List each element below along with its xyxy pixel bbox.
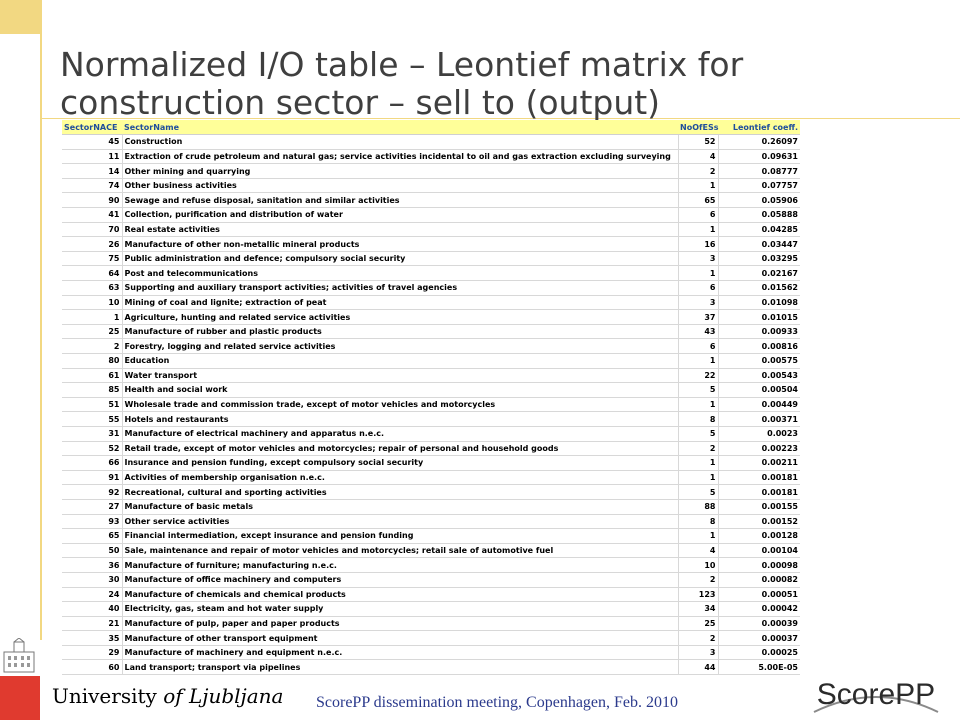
cell-sector-nace: 51 (62, 397, 122, 412)
cell-sector-name: Other business activities (122, 178, 678, 193)
table-row (62, 368, 800, 383)
table-row (62, 281, 800, 296)
cell-leontief-coeff: 0.00449 (718, 397, 800, 412)
cell-sector-nace: 90 (62, 193, 122, 208)
cell-leontief-coeff: 0.07757 (718, 178, 800, 193)
cell-sector-name: Manufacture of chemicals and chemical products (122, 587, 678, 602)
cell-no-of-ess: 123 (678, 587, 718, 602)
cell-no-of-ess: 3 (678, 645, 718, 660)
cell-leontief-coeff: 0.02167 (718, 266, 800, 281)
cell-sector-nace: 64 (62, 266, 122, 281)
cell-sector-nace: 80 (62, 354, 122, 369)
table-row (62, 441, 800, 456)
cell-no-of-ess: 37 (678, 310, 718, 325)
corner-accent (0, 0, 40, 34)
cell-sector-name: Forestry, logging and related service activities (122, 339, 678, 354)
cell-no-of-ess: 65 (678, 193, 718, 208)
leontief-table (62, 120, 800, 675)
cell-leontief-coeff: 0.00211 (718, 456, 800, 471)
table-row (62, 310, 800, 325)
cell-sector-name: Electricity, gas, steam and hot water supply (122, 602, 678, 617)
cell-leontief-coeff: 0.00543 (718, 368, 800, 383)
cell-sector-name: Health and social work (122, 383, 678, 398)
cell-sector-name: Other mining and quarrying (122, 164, 678, 179)
cell-leontief-coeff: 0.01562 (718, 281, 800, 296)
table-row (62, 237, 800, 252)
table-row (62, 266, 800, 281)
cell-no-of-ess: 3 (678, 251, 718, 266)
cell-no-of-ess: 1 (678, 529, 718, 544)
cell-leontief-coeff: 0.05906 (718, 193, 800, 208)
cell-no-of-ess: 8 (678, 412, 718, 427)
cell-sector-nace: 91 (62, 470, 122, 485)
cell-no-of-ess: 6 (678, 339, 718, 354)
cell-sector-name: Recreational, cultural and sporting activities (122, 485, 678, 500)
table-header-row (62, 120, 800, 135)
table-row (62, 135, 800, 150)
cell-sector-nace: 21 (62, 616, 122, 631)
cell-leontief-coeff: 0.00504 (718, 383, 800, 398)
cell-sector-nace: 36 (62, 558, 122, 573)
cell-sector-nace: 11 (62, 149, 122, 164)
cell-sector-name: Public administration and defence; compulsory social security (122, 251, 678, 266)
cell-no-of-ess: 3 (678, 295, 718, 310)
header-sector-name: SectorName (122, 120, 678, 135)
cell-sector-nace: 30 (62, 572, 122, 587)
cell-sector-name: Land transport; transport via pipelines (122, 660, 678, 675)
table-row (62, 383, 800, 398)
cell-no-of-ess: 44 (678, 660, 718, 675)
cell-sector-name: Sewage and refuse disposal, sanitation and similar activities (122, 193, 678, 208)
table-row (62, 558, 800, 573)
table-row (62, 485, 800, 500)
table-row (62, 470, 800, 485)
university-name-italic: of Ljubljana (163, 684, 284, 708)
table-row (62, 631, 800, 646)
cell-sector-nace: 1 (62, 310, 122, 325)
cell-sector-name: Manufacture of furniture; manufacturing n.e.c. (122, 558, 678, 573)
cell-leontief-coeff: 0.00933 (718, 324, 800, 339)
scorepp-logo (806, 672, 946, 718)
cell-sector-name: Real estate activities (122, 222, 678, 237)
table-row (62, 514, 800, 529)
cell-sector-nace: 63 (62, 281, 122, 296)
cell-sector-name: Manufacture of machinery and equipment n.e.c. (122, 645, 678, 660)
cell-sector-nace: 70 (62, 222, 122, 237)
slide-title: Normalized I/O table – Leontief matrix for construction sector – sell to (output) (60, 46, 744, 120)
university-logo-block (0, 676, 40, 720)
cell-sector-nace: 61 (62, 368, 122, 383)
cell-sector-name: Other service activities (122, 514, 678, 529)
cell-sector-nace: 14 (62, 164, 122, 179)
cell-no-of-ess: 1 (678, 266, 718, 281)
cell-leontief-coeff: 0.00104 (718, 543, 800, 558)
cell-sector-nace: 50 (62, 543, 122, 558)
table-row (62, 295, 800, 310)
cell-no-of-ess: 1 (678, 397, 718, 412)
university-prefix: University (52, 684, 157, 708)
cell-leontief-coeff: 0.00371 (718, 412, 800, 427)
cell-sector-name: Financial intermediation, except insurance and pension funding (122, 529, 678, 544)
cell-sector-name: Manufacture of rubber and plastic products (122, 324, 678, 339)
cell-leontief-coeff: 0.01015 (718, 310, 800, 325)
table-row (62, 602, 800, 617)
cell-sector-nace: 66 (62, 456, 122, 471)
cell-leontief-coeff: 0.00025 (718, 645, 800, 660)
cell-no-of-ess: 88 (678, 499, 718, 514)
cell-no-of-ess: 1 (678, 178, 718, 193)
cell-sector-name: Insurance and pension funding, except compulsory social security (122, 456, 678, 471)
cell-leontief-coeff: 0.00037 (718, 631, 800, 646)
cell-no-of-ess: 1 (678, 354, 718, 369)
cell-sector-name: Agriculture, hunting and related service activities (122, 310, 678, 325)
cell-sector-name: Activities of membership organisation n.e.c. (122, 470, 678, 485)
cell-sector-name: Supporting and auxiliary transport activities; activities of travel agencies (122, 281, 678, 296)
cell-sector-name: Manufacture of electrical machinery and apparatus n.e.c. (122, 426, 678, 441)
cell-leontief-coeff: 0.00128 (718, 529, 800, 544)
cell-sector-nace: 26 (62, 237, 122, 252)
table-row (62, 499, 800, 514)
cell-sector-name: Collection, purification and distribution of water (122, 208, 678, 223)
cell-no-of-ess: 2 (678, 164, 718, 179)
table-row (62, 529, 800, 544)
cell-sector-name: Education (122, 354, 678, 369)
cell-no-of-ess: 22 (678, 368, 718, 383)
cell-no-of-ess: 16 (678, 237, 718, 252)
cell-no-of-ess: 2 (678, 572, 718, 587)
cell-sector-nace: 65 (62, 529, 122, 544)
cell-no-of-ess: 2 (678, 631, 718, 646)
cell-leontief-coeff: 0.03447 (718, 237, 800, 252)
cell-no-of-ess: 2 (678, 441, 718, 456)
table-row (62, 397, 800, 412)
table-row (62, 572, 800, 587)
table-body (62, 135, 800, 675)
cell-sector-nace: 52 (62, 441, 122, 456)
table-row (62, 149, 800, 164)
cell-sector-nace: 35 (62, 631, 122, 646)
cell-leontief-coeff: 0.00098 (718, 558, 800, 573)
table-row (62, 208, 800, 223)
cell-no-of-ess: 1 (678, 456, 718, 471)
cell-no-of-ess: 4 (678, 149, 718, 164)
cell-sector-nace: 74 (62, 178, 122, 193)
table-row (62, 587, 800, 602)
cell-no-of-ess: 1 (678, 222, 718, 237)
cell-sector-name: Manufacture of other transport equipment (122, 631, 678, 646)
left-accent-line (40, 0, 42, 640)
cell-sector-nace: 92 (62, 485, 122, 500)
header-leontief-coeff: Leontief coeff. (718, 120, 800, 135)
cell-no-of-ess: 43 (678, 324, 718, 339)
cell-sector-name: Mining of coal and lignite; extraction of peat (122, 295, 678, 310)
cell-no-of-ess: 6 (678, 281, 718, 296)
cell-sector-nace: 55 (62, 412, 122, 427)
footer-text: ScorePP dissemination meeting, Copenhagen, Feb. 2010 (316, 694, 679, 711)
cell-sector-name: Manufacture of other non-metallic mineral products (122, 237, 678, 252)
cell-leontief-coeff: 0.00816 (718, 339, 800, 354)
cell-no-of-ess: 5 (678, 426, 718, 441)
cell-no-of-ess: 34 (678, 602, 718, 617)
table-row (62, 412, 800, 427)
cell-leontief-coeff: 0.01098 (718, 295, 800, 310)
cell-sector-nace: 27 (62, 499, 122, 514)
cell-leontief-coeff: 5.00E-05 (718, 660, 800, 675)
cell-sector-nace: 29 (62, 645, 122, 660)
header-sector-nace: SectorNACE (62, 120, 122, 135)
cell-leontief-coeff: 0.00223 (718, 441, 800, 456)
cell-no-of-ess: 5 (678, 485, 718, 500)
cell-leontief-coeff: 0.00181 (718, 485, 800, 500)
cell-leontief-coeff: 0.04285 (718, 222, 800, 237)
cell-leontief-coeff: 0.26097 (718, 135, 800, 150)
table-row (62, 543, 800, 558)
cell-sector-nace: 31 (62, 426, 122, 441)
cell-leontief-coeff: 0.00155 (718, 499, 800, 514)
cell-sector-name: Water transport (122, 368, 678, 383)
cell-sector-name: Hotels and restaurants (122, 412, 678, 427)
table-row (62, 339, 800, 354)
cell-sector-name: Construction (122, 135, 678, 150)
cell-sector-name: Manufacture of pulp, paper and paper products (122, 616, 678, 631)
table-row (62, 660, 800, 675)
table-row (62, 222, 800, 237)
cell-no-of-ess: 52 (678, 135, 718, 150)
cell-sector-name: Extraction of crude petroleum and natural gas; service activities incidental to oil and gas extraction excluding surveying (122, 149, 678, 164)
cell-sector-nace: 24 (62, 587, 122, 602)
cell-sector-name: Manufacture of office machinery and computers (122, 572, 678, 587)
university-building-icon (0, 638, 38, 674)
cell-sector-nace: 85 (62, 383, 122, 398)
cell-leontief-coeff: 0.03295 (718, 251, 800, 266)
scorepp-logo-text: ScorePP (816, 678, 936, 711)
cell-leontief-coeff: 0.00082 (718, 572, 800, 587)
table-row (62, 193, 800, 208)
cell-leontief-coeff: 0.00181 (718, 470, 800, 485)
table-row (62, 616, 800, 631)
table-row (62, 164, 800, 179)
cell-sector-nace: 40 (62, 602, 122, 617)
university-name (52, 684, 283, 708)
cell-no-of-ess: 5 (678, 383, 718, 398)
cell-sector-name: Sale, maintenance and repair of motor vehicles and motorcycles; retail sale of automotive fuel (122, 543, 678, 558)
cell-no-of-ess: 25 (678, 616, 718, 631)
cell-no-of-ess: 1 (678, 470, 718, 485)
table-row (62, 324, 800, 339)
cell-leontief-coeff: 0.00042 (718, 602, 800, 617)
cell-sector-nace: 25 (62, 324, 122, 339)
cell-sector-name: Retail trade, except of motor vehicles and motorcycles; repair of personal and household goods (122, 441, 678, 456)
cell-sector-nace: 93 (62, 514, 122, 529)
cell-sector-name: Manufacture of basic metals (122, 499, 678, 514)
cell-sector-nace: 10 (62, 295, 122, 310)
table-row (62, 251, 800, 266)
table-row (62, 354, 800, 369)
cell-leontief-coeff: 0.0023 (718, 426, 800, 441)
cell-leontief-coeff: 0.00152 (718, 514, 800, 529)
cell-leontief-coeff: 0.00575 (718, 354, 800, 369)
header-no-of-ess: NoOfESs (678, 120, 718, 135)
table-row (62, 456, 800, 471)
cell-sector-nace: 75 (62, 251, 122, 266)
cell-no-of-ess: 4 (678, 543, 718, 558)
cell-sector-nace: 45 (62, 135, 122, 150)
cell-leontief-coeff: 0.05888 (718, 208, 800, 223)
table-row (62, 426, 800, 441)
cell-leontief-coeff: 0.00039 (718, 616, 800, 631)
cell-sector-name: Post and telecommunications (122, 266, 678, 281)
cell-no-of-ess: 6 (678, 208, 718, 223)
table-row (62, 178, 800, 193)
cell-sector-nace: 60 (62, 660, 122, 675)
cell-leontief-coeff: 0.00051 (718, 587, 800, 602)
cell-sector-nace: 2 (62, 339, 122, 354)
table-row (62, 645, 800, 660)
cell-leontief-coeff: 0.08777 (718, 164, 800, 179)
cell-no-of-ess: 10 (678, 558, 718, 573)
cell-sector-name: Wholesale trade and commission trade, except of motor vehicles and motorcycles (122, 397, 678, 412)
cell-leontief-coeff: 0.09631 (718, 149, 800, 164)
cell-sector-nace: 41 (62, 208, 122, 223)
cell-no-of-ess: 8 (678, 514, 718, 529)
